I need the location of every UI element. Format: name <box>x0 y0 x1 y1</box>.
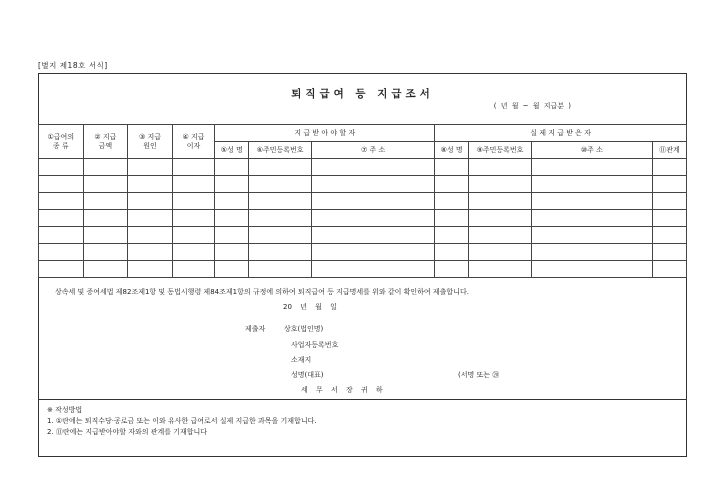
col-relation-11: ⑪관계 <box>652 142 686 159</box>
col-payment-amount-line1: ② 지급 <box>94 132 117 141</box>
col-payment-type-line1: ①급여의 <box>47 132 75 141</box>
payment-table <box>38 124 687 278</box>
submission-date: 20 년 월 일 <box>283 303 337 311</box>
col-payment-cause <box>128 125 173 159</box>
form-frame <box>38 73 687 457</box>
table-row <box>39 193 687 210</box>
submitter-label: 제출자 <box>245 325 266 333</box>
col-payment-cause-line2: 원인 <box>143 141 157 150</box>
col-address-7: ⑦ 주 소 <box>311 142 434 159</box>
instructions-heading: ※ 작성방법 <box>47 406 83 414</box>
col-address-10: ⑩주 소 <box>531 142 652 159</box>
col-payment-type-line2: 종 류 <box>52 141 69 150</box>
business-name-label: 상호(법인명) <box>284 325 324 333</box>
addressee-line: 세 무 서 장 귀 하 <box>301 386 386 394</box>
form-title: 퇴직급여 등 지급조서 <box>291 88 434 100</box>
col-resident-no-6: ⑥주민등록번호 <box>249 142 312 159</box>
col-name-8: ⑧성 명 <box>435 142 469 159</box>
col-payment-amount <box>83 125 128 159</box>
table-row <box>39 227 687 244</box>
col-payment-type <box>39 125 84 159</box>
table-row <box>39 261 687 278</box>
col-resident-no-9: ⑨주민등록번호 <box>469 142 532 159</box>
form-label: [별지 제18호 서식] <box>38 61 108 70</box>
group-payee-actual: 실 제 지 급 받 은 자 <box>435 125 687 142</box>
address-label: 소재지 <box>291 356 312 364</box>
table-row <box>39 244 687 261</box>
table-row <box>39 210 687 227</box>
group-payee-should: 지 급 받 아 야 할 자 <box>215 125 435 142</box>
col-payment-amount-line2: 금액 <box>98 141 113 150</box>
section-divider <box>39 399 686 400</box>
col-payment-interest-line2: 이자 <box>186 141 201 150</box>
instructions <box>47 405 317 438</box>
table-row <box>39 159 687 176</box>
representative-label: 성명(대표) <box>291 371 324 379</box>
period-line: ( 년 월 ~ 월 지급분 ) <box>493 102 571 110</box>
business-reg-label: 사업자등록번호 <box>291 341 339 349</box>
declaration-text: 상속세 및 증여세법 제82조제1항 및 동법시행령 제84조제1항의 규정에 의하여 퇴직급여 등 지급명세를 위와 같이 확인하여 제출합니다. <box>55 288 469 296</box>
col-name-5: ⑤성 명 <box>215 142 249 159</box>
table-header-row-1 <box>39 125 687 142</box>
table-row <box>39 176 687 193</box>
col-payment-interest-line1: ④ 지급 <box>182 132 205 141</box>
instruction-item-1: 1. ①란에는 퇴직수당·공로금 또는 이와 유사한 급여로서 실제 지급한 과목을 기재합니다. <box>47 417 317 425</box>
instruction-item-2: 2. ⑪란에는 지급받아야할 자와의 관계를 기재합니다 <box>47 428 208 436</box>
signature-seal-label: (서명 또는 ⑳ <box>458 371 500 379</box>
col-payment-interest <box>172 125 214 159</box>
col-payment-cause-line1: ③ 지급 <box>139 132 162 141</box>
